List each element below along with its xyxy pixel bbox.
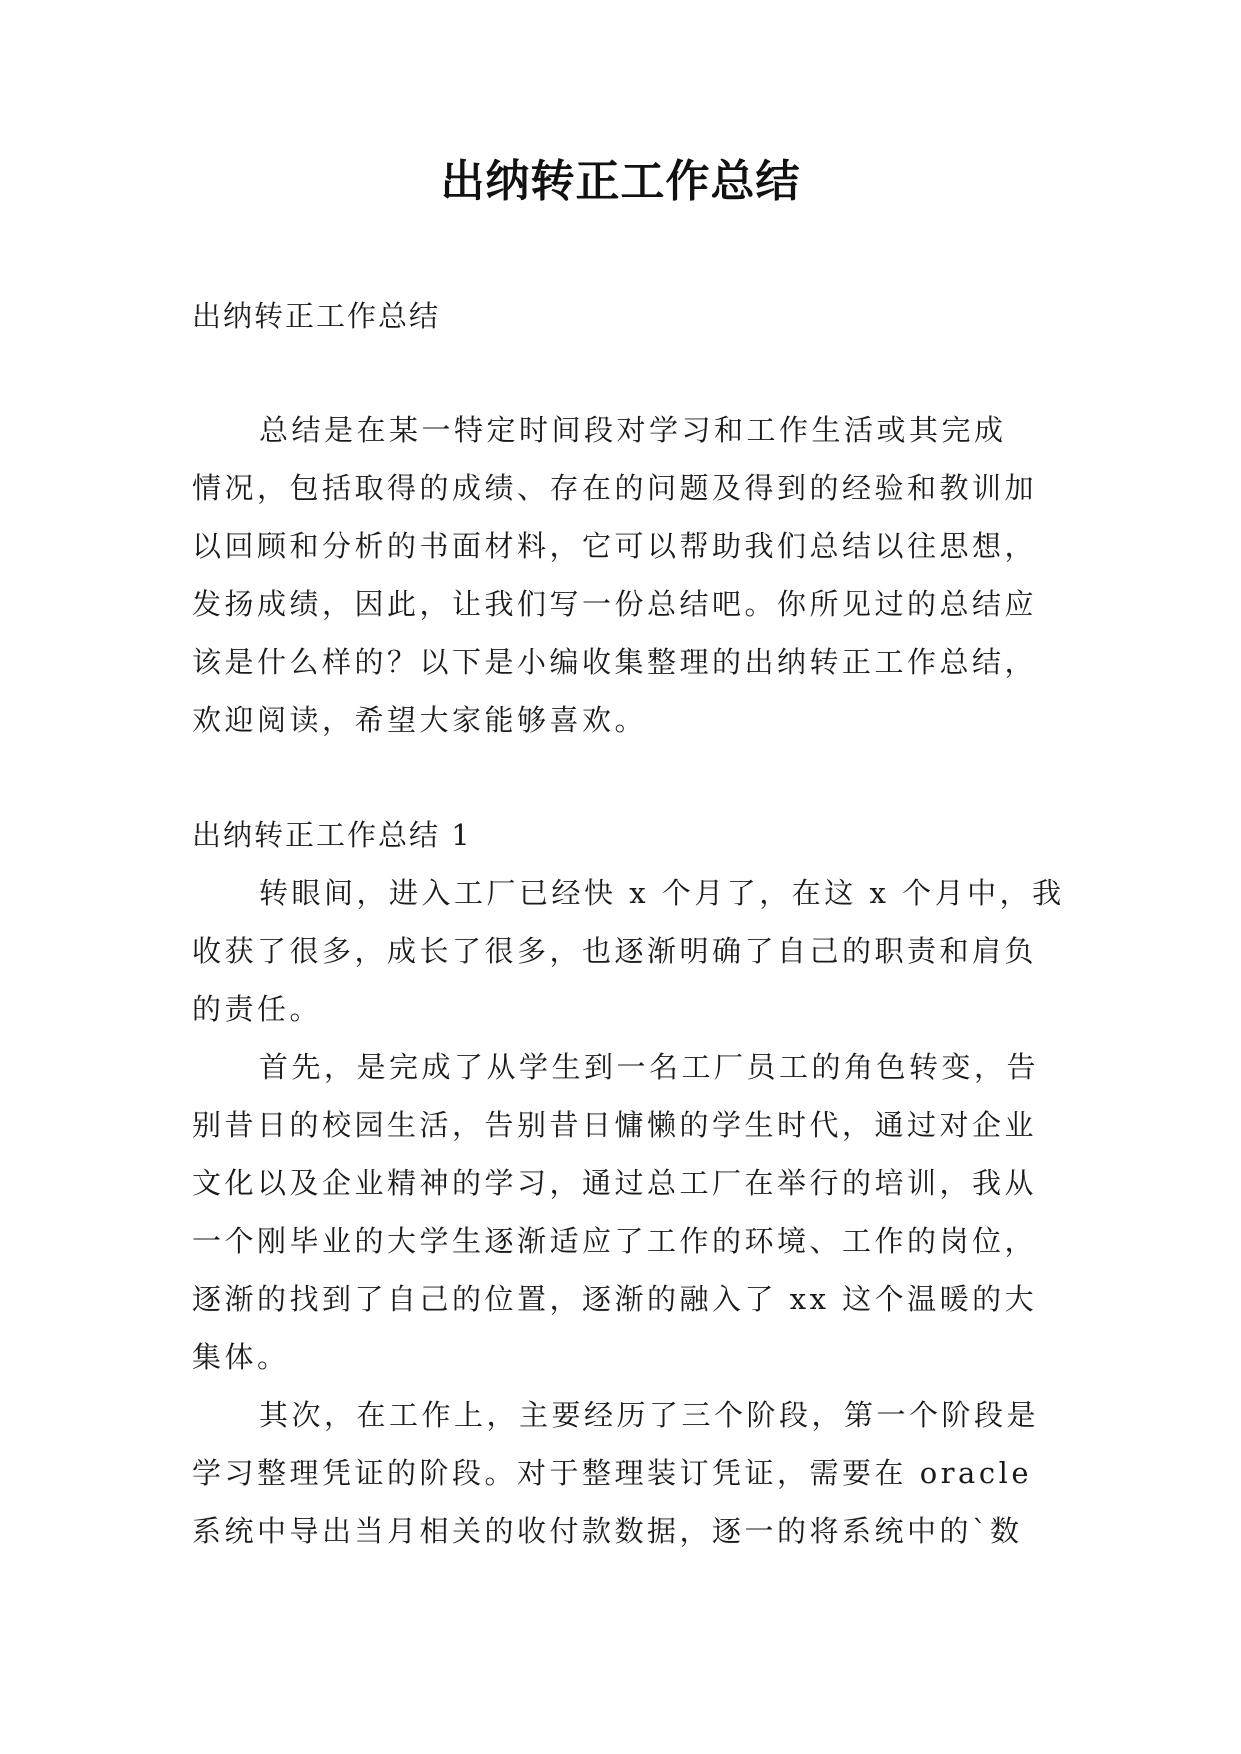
intro-line: 以回顾和分析的书面材料，它可以帮助我们总结以往思想， — [192, 529, 1038, 563]
paragraph-line: 别昔日的校园生活，告别昔日慵懒的学生时代，通过对企业 — [192, 1108, 1038, 1142]
paragraph-line: 其次，在工作上，主要经历了三个阶段，第一个阶段是 — [259, 1398, 1040, 1432]
intro-line: 欢迎阅读，希望大家能够喜欢。 — [192, 703, 648, 737]
document-subtitle: 出纳转正工作总结 — [192, 299, 441, 333]
section-heading: 出纳转正工作总结 1 — [192, 818, 472, 852]
paragraph-line: 首先，是完成了从学生到一名工厂员工的角色转变，告 — [259, 1050, 1040, 1084]
intro-line: 总结是在某一特定时间段对学习和工作生活或其完成 — [259, 413, 1007, 447]
paragraph-line: 系统中导出当月相关的收付款数据，逐一的将系统中的`数 — [192, 1514, 1023, 1548]
intro-line: 该是什么样的？以下是小编收集整理的出纳转正工作总结， — [192, 645, 1038, 679]
paragraph-line: 一个刚毕业的大学生逐渐适应了工作的环境、工作的岗位， — [192, 1224, 1038, 1258]
intro-line: 发扬成绩，因此，让我们写一份总结吧。你所见过的总结应 — [192, 587, 1038, 621]
paragraph-line: 学习整理凭证的阶段。对于整理装订凭证，需要在 oracle — [192, 1456, 1033, 1490]
paragraph-line: 逐渐的找到了自己的位置，逐渐的融入了 xx 这个温暖的大 — [192, 1282, 1038, 1316]
document-title: 出纳转正工作总结 — [440, 156, 801, 207]
paragraph-line: 转眼间，进入工厂已经快 x 个月了，在这 x 个月中，我 — [259, 876, 1065, 910]
paragraph-line: 的责任。 — [192, 992, 323, 1026]
paragraph-line: 集体。 — [192, 1340, 290, 1374]
paragraph-line: 文化以及企业精神的学习，通过总工厂在举行的培训，我从 — [192, 1166, 1038, 1200]
paragraph-line: 收获了很多，成长了很多，也逐渐明确了自己的职责和肩负 — [192, 934, 1038, 968]
intro-line: 情况，包括取得的成绩、存在的问题及得到的经验和教训加 — [192, 471, 1038, 505]
